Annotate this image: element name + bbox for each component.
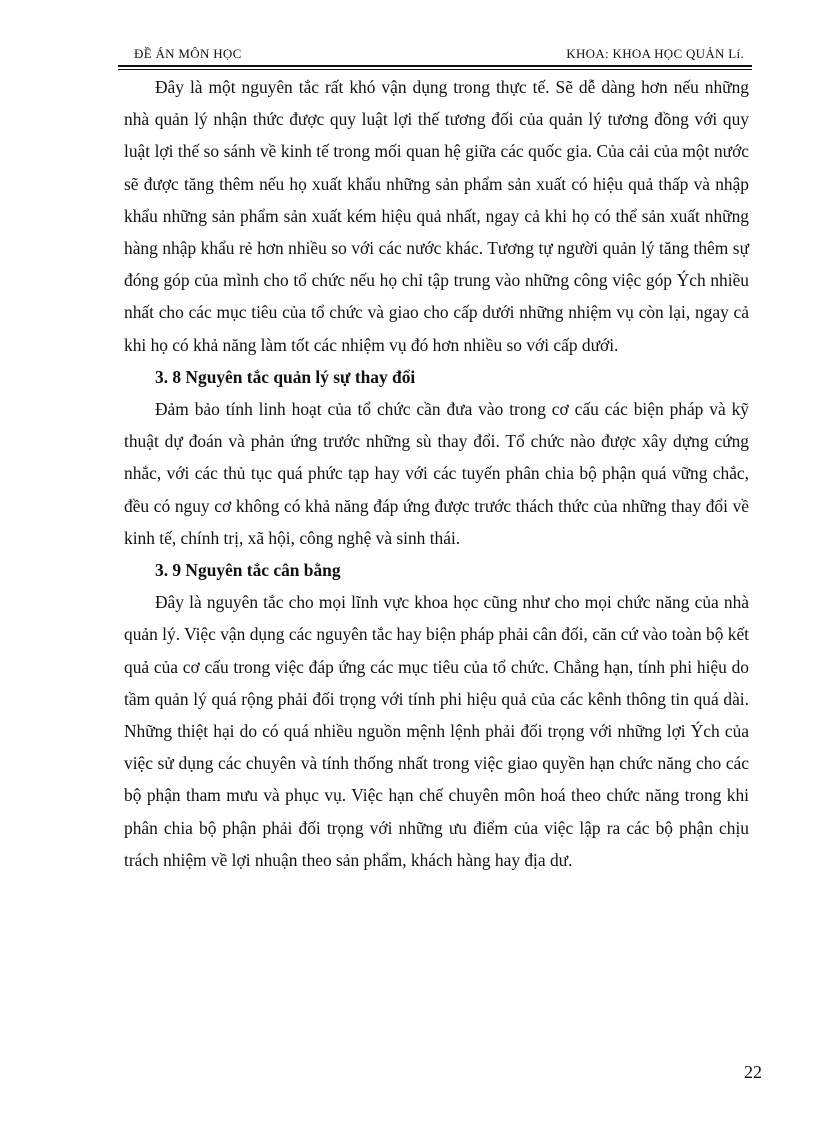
header-faculty: KHOA: KHOA HỌC QUẢN Lí. bbox=[566, 46, 744, 61]
header-divider-thin bbox=[118, 69, 752, 70]
document-body bbox=[124, 71, 749, 876]
paragraph-relative-advantage: Đây là một nguyên tắc rất khó vận dụng trong thực tế. Sẽ dễ dàng hơn nếu những nhà quản lý nhận thức được quy luật lợi thế tương đối của quản lý tương đồng với quy luật lợi thế so sánh về kinh tế trong mối quan hệ giữa các quốc gia. Của cải của một nước sẽ được tăng thêm nếu họ xuất khẩu những sản phẩm sản xuất có hiệu quả thấp và nhập khẩu những sản phẩm sản xuất kém hiệu quả nhất, ngay cả khi họ có thể sản xuất những hàng nhập khẩu rẻ hơn nhiều so với các nước khác. Tương tự người quản lý tăng thêm sự đóng góp của mình cho tổ chức nếu họ chỉ tập trung vào những công việc góp Ých nhiều nhất cho các mục tiêu của tổ chức và giao cho cấp dưới những nhiệm vụ còn lại, ngay cả khi họ có khả năng làm tốt các nhiệm vụ đó hơn nhiều so với cấp dưới. bbox=[124, 77, 749, 355]
page-header bbox=[118, 44, 750, 66]
header-course-title: ĐỀ ÁN MÔN HỌC bbox=[134, 46, 242, 61]
paragraph-balance-principle: Đây là nguyên tắc cho mọi lĩnh vực khoa học cũng như cho mọi chức năng của nhà quản lý. Việc vận dụng các nguyên tắc hay biện pháp phải cân đối, căn cứ vào toàn bộ kết quả của cơ cấu trong việc đáp ứng các mục tiêu của tổ chức. Chẳng hạn, tính phi hiệu do tầm quản lý quá rộng phải đối trọng với tính phi hiệu quả của các kênh thông tin quá dài. Những thiệt hại do có quá nhiều nguồn mệnh lệnh phải đối trọng với những lợi Ých của việc sử dụng các chuyên và tính thống nhất trong việc giao quyền hạn chức năng cho các bộ phận tham mưu và phục vụ. Việc hạn chế chuyên môn hoá theo chức năng trong khi phân chia bộ phận phải đối trọng với những ưu điểm của việc lập ra các bộ phận chịu trách nhiệm về lợi nhuận theo sản phẩm, khách hàng hay địa dư. bbox=[124, 592, 749, 870]
paragraph-change-management: Đảm bảo tính linh hoạt của tổ chức cần đưa vào trong cơ cấu các biện pháp và kỹ thuật dự đoán và phản ứng trước những sù thay đổi. Tổ chức nào được xây dựng cứng nhắc, với các thủ tục quá phức tạp hay với các tuyến phân chia bộ phận quá vững chắc, đều có nguy cơ không có khả năng đáp ứng được trước thách thức của những thay đổi về kinh tế, chính trị, xã hội, công nghệ và sinh thái. bbox=[124, 399, 749, 548]
header-divider bbox=[118, 65, 752, 67]
section-heading-3-9: 3. 9 Nguyên tắc cân bằng bbox=[155, 560, 341, 581]
section-heading-3-8: 3. 8 Nguyên tắc quản lý sự thay đổi bbox=[155, 366, 416, 387]
page-number: 22 bbox=[744, 1062, 762, 1082]
